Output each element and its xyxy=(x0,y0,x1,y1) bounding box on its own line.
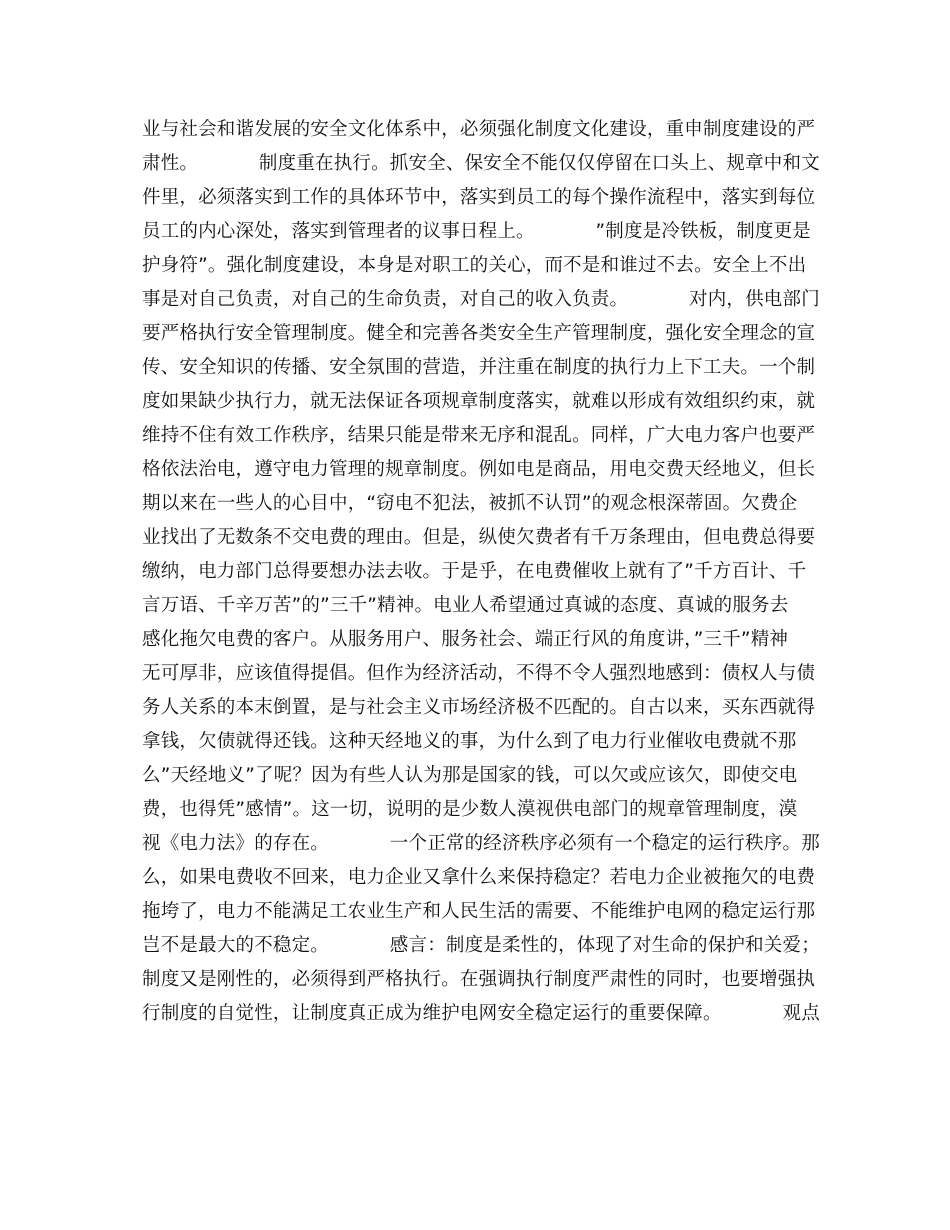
text-line: 拿钱，欠债就得还钱。这种天经地义的事，为什么到了电力行业催收电费就不那 xyxy=(142,731,797,752)
text-line: 件里，必须落实到工作的具体环节中，落实到员工的每个操作流程中，落实到每位 xyxy=(142,187,816,208)
text-line: 务人关系的本末倒置，是与社会主义市场经济极不匹配的。自古以来，买东西就得 xyxy=(142,697,816,718)
text-line: 费，也得凭”感情”。这一切，说明的是少数人漠视供电部门的规章管理制度，漠 xyxy=(142,799,798,820)
text-line: 岂不是最大的不稳定。 感言：制度是柔性的，体现了对生命的保护和关爱； xyxy=(142,935,820,956)
text-line: 格依法治电，遵守电力管理的规章制度。例如电是商品，用电交费天经地义，但长 xyxy=(142,459,816,480)
text-line: 么”天经地义”了呢？因为有些人认为那是国家的钱，可以欠或应该欠，即使交电 xyxy=(142,765,798,786)
text-line: 员工的内心深处，落实到管理者的议事日程上。 ”制度是冷铁板，制度更是 xyxy=(142,221,811,242)
text-line: 传、安全知识的传播、安全氛围的营造，并注重在制度的执行力上下工夫。一个制 xyxy=(142,357,816,378)
text-line: 护身符”。强化制度建设，本身是对职工的关心，而不是和谁过不去。安全上不出 xyxy=(142,255,807,276)
text-line: 度如果缺少执行力，就无法保证各项规章制度落实，就难以形成有效组织约束，就 xyxy=(142,391,816,412)
text-line: 业找出了无数条不交电费的理由。但是，纵使欠费者有千万条理由，但电费总得要 xyxy=(142,527,816,548)
text-line: 言万语、千辛万苦”的”三千”精神。电业人希望通过真诚的态度、真诚的服务去 xyxy=(142,595,789,616)
text-line: 行制度的自觉性，让制度真正成为维护电网安全稳定运行的重要保障。 观点 xyxy=(142,1003,820,1024)
text-line: 缴纳，电力部门总得要想办法去收。于是乎，在电费催收上就有了”千方百计、千 xyxy=(142,561,807,582)
text-line: 视《电力法》的存在。 一个正常的经济秩序必须有一个稳定的运行秩序。那 xyxy=(142,833,820,854)
text-line: 要严格执行安全管理制度。健全和完善各类安全生产管理制度，强化安全理念的宣 xyxy=(142,323,816,344)
text-line: 感化拖欠电费的客户。从服务用户、服务社会、端正行风的角度讲，”三千”精神 xyxy=(142,629,789,650)
body-text xyxy=(142,113,822,1031)
text-line: 制度又是刚性的，必须得到严格执行。在强调执行制度严肃性的同时，也要增强执 xyxy=(142,969,816,990)
text-line: 无可厚非，应该值得提倡。但作为经济活动，不得不令人强烈地感到：债权人与债 xyxy=(142,663,816,684)
text-line: 么，如果电费收不回来，电力企业又拿什么来保持稳定？若电力企业被拖欠的电费 xyxy=(142,867,816,888)
text-line: 拖垮了，电力不能满足工农业生产和人民生活的需要、不能维护电网的稳定运行那 xyxy=(142,901,816,922)
text-line: 业与社会和谐发展的安全文化体系中，必须强化制度文化建设，重申制度建设的严 xyxy=(142,119,816,140)
text-line: 期以来在一些人的心目中，“窃电不犯法，被抓不认罚”的观念根深蒂固。欠费企 xyxy=(142,493,798,514)
text-line: 维持不住有效工作秩序，结果只能是带来无序和混乱。同样，广大电力客户也要严 xyxy=(142,425,816,446)
text-line: 肃性。 制度重在执行。抓安全、保安全不能仅仅停留在口头上、规章中和文 xyxy=(142,153,820,174)
text-line: 事是对自己负责，对自己的生命负责，对自己的收入负责。 对内，供电部门 xyxy=(142,289,820,310)
